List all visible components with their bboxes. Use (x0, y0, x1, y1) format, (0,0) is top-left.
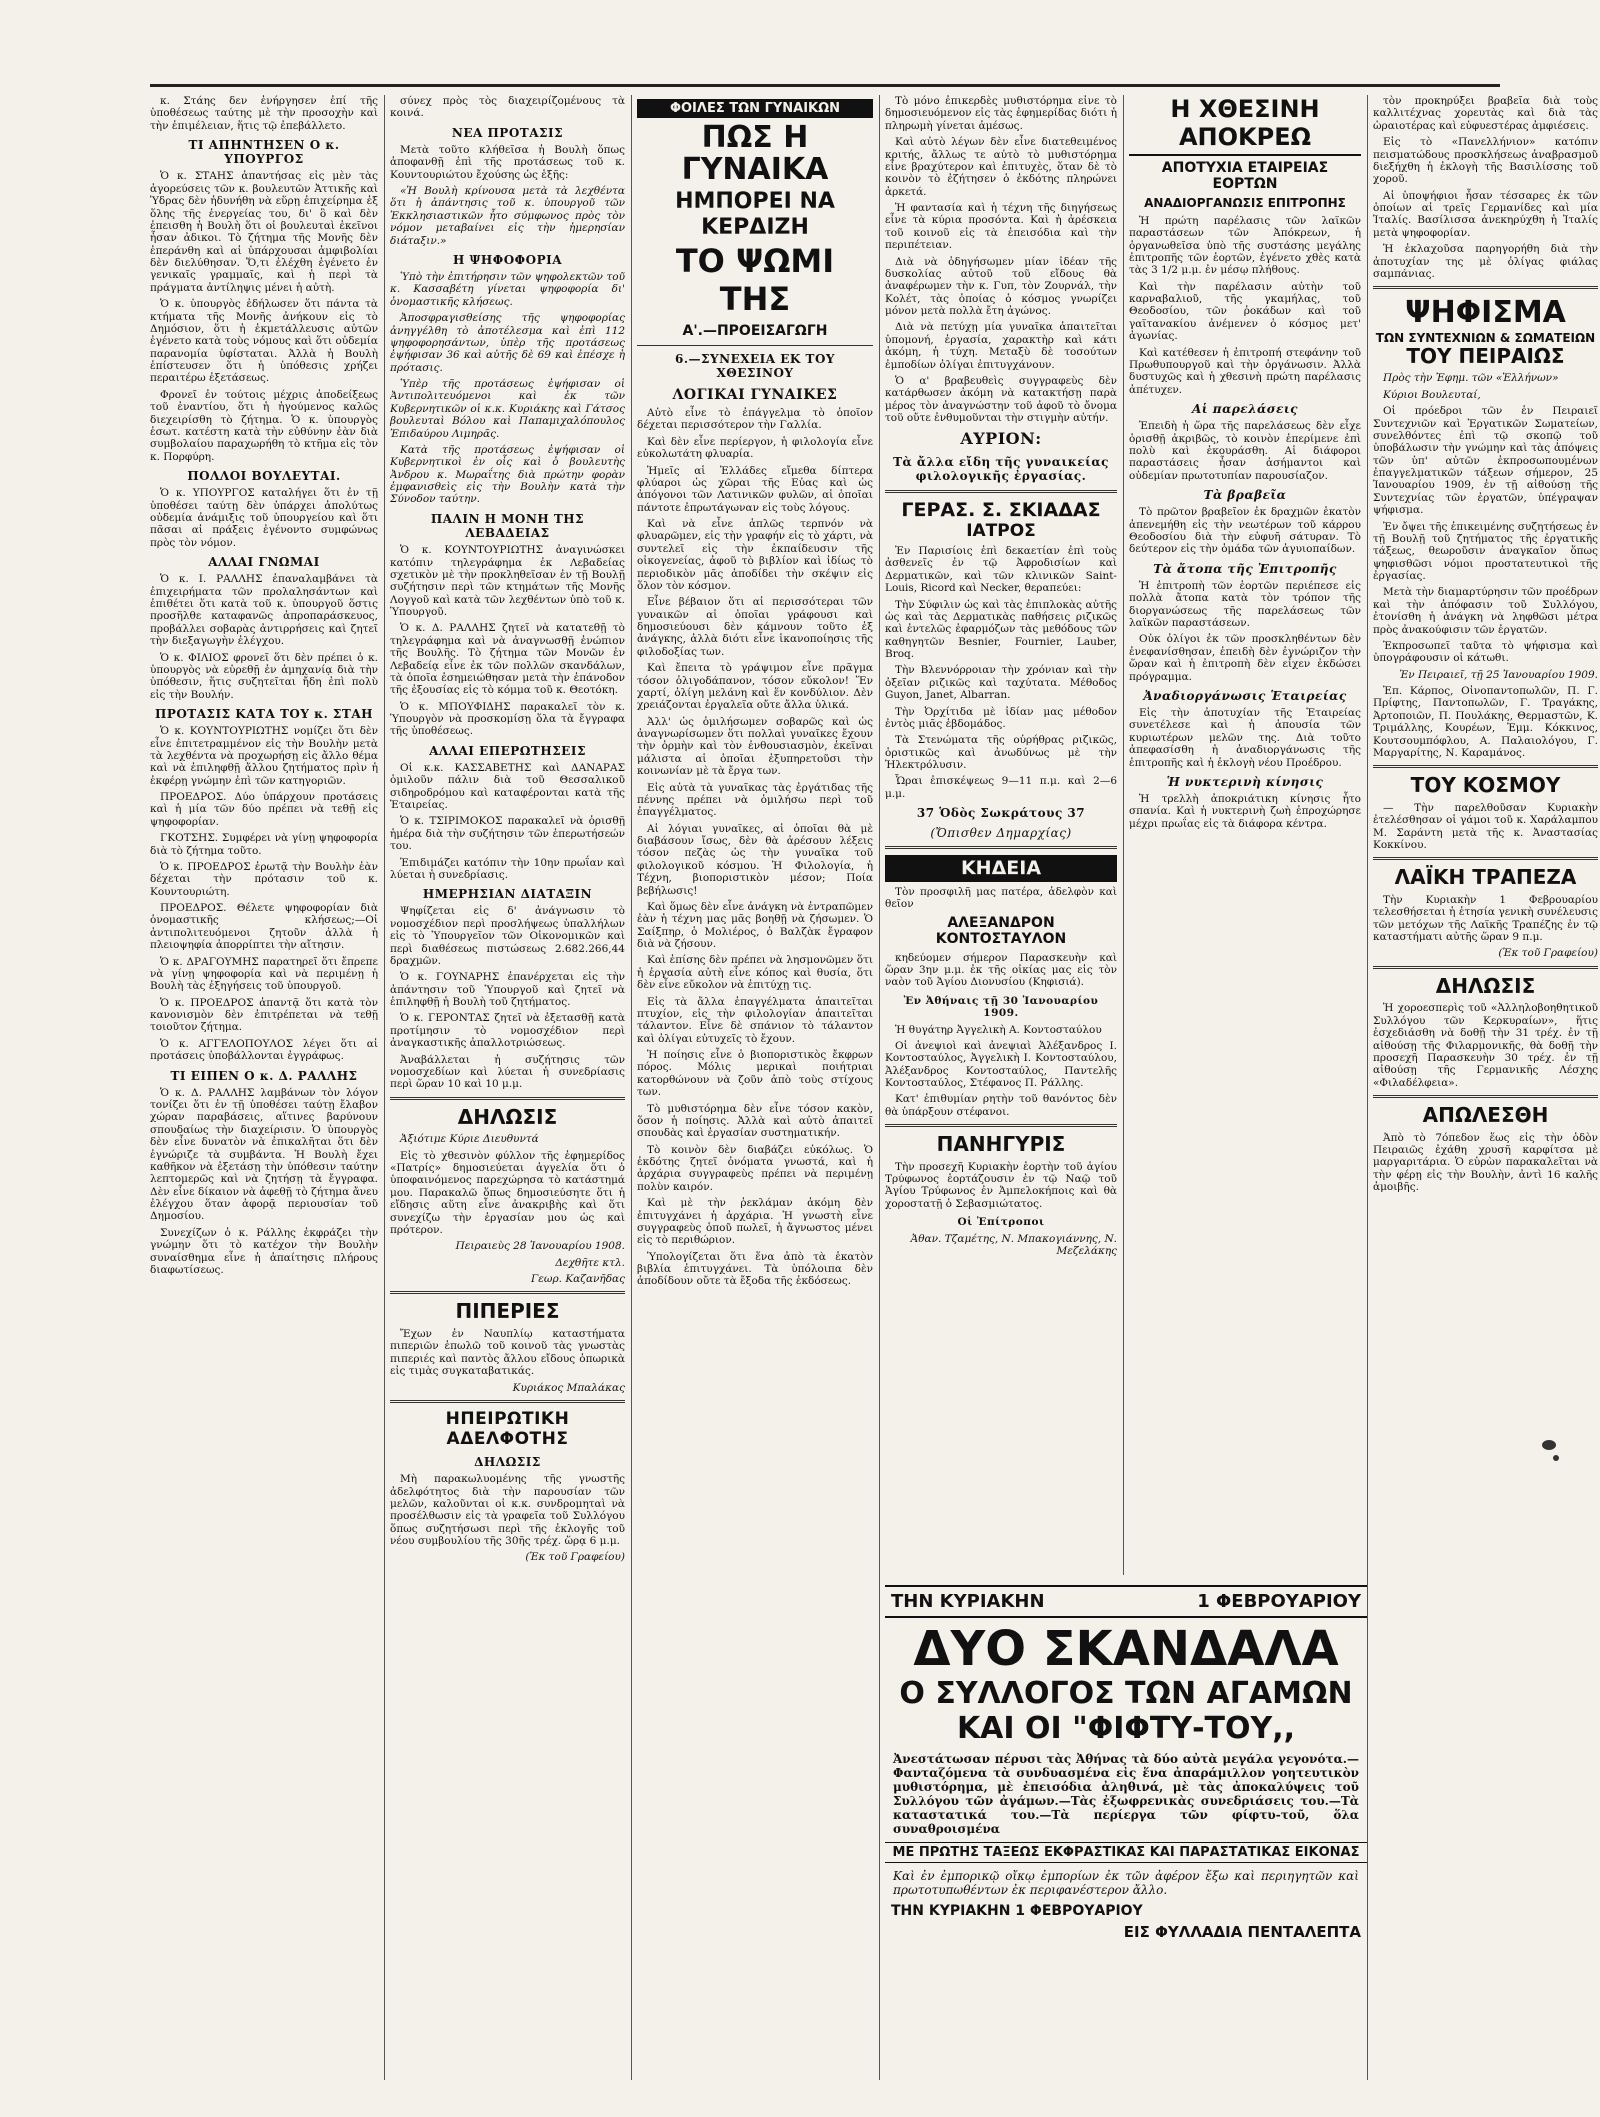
resolution-subtitle: ΤΩΝ ΣΥΝΤΕΧΝΙΩΝ & ΣΩΜΑΤΕΙΩΝ (1375, 330, 1596, 345)
ad-banner (885, 1585, 1367, 1618)
signature: (Ἐκ τοῦ Γραφείου) (525, 1551, 625, 1564)
paragraph: Εἶνε βέβαιον ὅτι αἱ περισσότεραι τῶν γυναικῶν αἱ ὁποῖαι γράφουσι καὶ δημοσιεύουσι δὲν κάμνουν τοῦτο ἐξ ἀνάγκης, ἀλλὰ διότι εἶνε ἱκανοποίησις τῆς φιλοδοξίας των. (637, 596, 873, 658)
resolution-title: ΨΗΦΙΣΜΑ (1405, 295, 1566, 331)
ad-name: ΓΕΡΑΣ. Σ. ΣΚΙΑΔΑΣ (901, 498, 1101, 521)
section-heading: ΤΙ ΑΠΗΝΤΗΣΕΝ Ο κ. ΥΠΟΥΡΓΟΣ (188, 138, 340, 167)
paragraph: Ὁ κ. ΦΙΛΙΟΣ φρονεῖ ὅτι δὲν πρέπει ὁ κ. ὑπουργὸς νὰ εὑρεθῇ ἐν ἀμηχανίᾳ διὰ τὴν ὑπόθεσιν, ἥτις συζητεῖται ἤδη ἐπὶ πολὺ εἰς τὴν Βουλήν. (150, 651, 378, 701)
ad-banner-right: 1 ΦΕΒΡΟΥΑΡΙΟΥ (1197, 1591, 1361, 1612)
paragraph: Καὶ τὴν παρέλασιν αὐτὴν τοῦ καρναβαλιοῦ, τῆς γκαμήλας, τοῦ Θεοδοσίου, τῶν ῥοκάδων καὶ τοῦ γαϊτανακίου ἀνέμενεν ὁ κόσμος μετ' ἀγωνίας. (1129, 280, 1361, 343)
section-heading: Ἀναδιοργάνωσις Ἑταιρείας (1143, 688, 1347, 703)
deceased-name: ΑΛΕΞΑΝΔΡΟΝ ΚΟΝΤΟΣΤΑΥΛΟΝ (935, 914, 1067, 948)
funeral-heading: ΚΗΔΕΙΑ (885, 855, 1117, 881)
divider (390, 1400, 625, 1403)
salutation: Κύριοι Βουλευταί, (1383, 388, 1481, 401)
divider (885, 490, 1117, 493)
divider (390, 1291, 625, 1294)
paragraph: Ἔχων ἐν Ναυπλίῳ καταστήματα πιπεριῶν ἐπωλῶ τοῦ κοινοῦ τὰς γνωστὰς πιπεριές καὶ παντὸς ἄλλου εἴδους ὀπωρικὰ εἰς τιμὰς συγκαταβατικάς. (390, 1328, 625, 1378)
paragraph: Κατ' ἐπιθυμίαν ρητὴν τοῦ θανόντος δὲν θὰ ὑπάρξουν στέφανοι. (885, 1093, 1117, 1118)
paragraph: Καὶ δὲν εἶνε περίεργον, ἡ φιλολογία εἶνε εὐκολωτάτη φλυαρία. (637, 435, 873, 461)
paragraph: Ὁ κ. ΓΟΥΝΑΡΗΣ ἐπανέρχεται εἰς τὴν ἀπάντησιν τοῦ Ὑπουργοῦ καὶ ζητεῖ νὰ ἐπιληφθῇ ἡ Βουλὴ τοῦ ζητήματος. (390, 971, 625, 1009)
paragraph: Καὶ ὅμως δὲν εἶνε ἀνάγκη νὰ ἐντραπῶμεν ἐὰν ἡ τέχνη μας μᾶς βοηθῇ νὰ ζήσωμεν. Ὁ Σαίξπηρ, ὁ Μολιέρος, ὁ Βαλζὰκ ἔγραφον διὰ νὰ ζήσουν. (637, 900, 873, 951)
divider (1373, 765, 1598, 768)
paragraph: Διὰ νὰ πετύχῃ μία γυναῖκα ἀπαιτεῖται ὑπομονή, ἐργασία, χαρακτὴρ καὶ κάτι ἀκόμη, ἡ τύχη. Μεταξὺ δὲ τοσούτων ἐμποδίων ὀλίγαι ἐπιτυγχάνουν. (885, 321, 1117, 371)
column-4 (885, 95, 1117, 1575)
article-title: ΠΩΣ Η ΓΥΝΑΙΚΑ (681, 120, 829, 187)
ad-body-2: Καὶ ἐν ἐμπορικῷ οἴκῳ ἐμπορίων ἐκ τῶν ἀφέρον ἔξω καὶ περιηγητῶν καὶ πρωτοτυπωθέντων ἐκ περιφανέστερον ἄλλο. (893, 1869, 1359, 1898)
signature: Κυριάκος Μπαλάκας (512, 1381, 625, 1394)
paragraph: «Ἡ Βουλὴ κρίνουσα μετὰ τὰ λεχθέντα ὅτι ἡ ἀπάντησις τοῦ κ. ὑπουργοῦ τῶν Ἐκκλησιαστικῶν ἦτο σύμφωνος πρὸς τὸν νόμον μεταβαίνει εἰς τὴν ἡμερησίαν διάταξιν.» (390, 185, 625, 247)
paragraph: Ψηφίζεται εἰς δ' ἀνάγνωσιν τὸ νομοσχέδιον περὶ προσλήψεως ὑπαλλήλων εἰς τὸ Ὑπουργεῖον τῶν Οἰκονομικῶν καὶ περὶ διαθέσεως πιστώσεως 2.682.266,44 δραχμῶν. (390, 905, 625, 967)
column-divider (879, 95, 880, 2080)
ad-profession: ΙΑΤΡΟΣ (966, 520, 1036, 541)
paragraph: Τὰ Στενώματα τῆς οὐρήθρας ριζικῶς, ὁριστικῶς καὶ ἀνωδύνως μὲ τὴν Ἠλεκτρόλυσιν. (885, 734, 1117, 772)
paragraph: Ὧραι ἐπισκέψεως 9—11 π.μ. καὶ 2—6 μ.μ. (885, 775, 1117, 800)
paragraph: σύνεχ πρὸς τὸς διαχειρίζομένους τὰ κοινά. (390, 95, 625, 120)
paragraph: Ἀποσφραγισθείσης τῆς ψηφοφορίας ἀνηγγέλθη τὸ ἀποτέλεσμα καὶ ἐπὶ 112 ψηφοφορησάντων, ὑπὲρ τῆς προτάσεως ἐψήφισαν 36 καὶ αὐτῆς δὲ 69 καὶ ἐπέσχε ἡ πρότασις. (390, 312, 625, 374)
paragraph: Ὁ κ. ΣΤΑΗΣ ἀπαντήσας εἰς μὲν τὰς ἀγορεύσεις τῶν κ. βουλευτῶν Ἀττικῆς καὶ Ὑδρας δὲν ἠδυνήθη νὰ εὕρῃ ἐπιχείρημα ἐξ ὅλης τῆς ἐνεργείας του, δι' ὃ καὶ δὲν ἐπεισθη ἡ Βουλὴ ὅτι οἱ βουλευταὶ ἐκεῖνοι ἦσαν ἀδικοι. Τὸ ζήτημα τῆς Μονῆς δὲν ἐπεράνθη καὶ αἱ ὑπάρχουσαι ἀμφιβολίαι δὲν διελύθησαν. Ὅ,τι ἐλέχθη ἐγένετο ἐν γενικαῖς γραμμαῖς, καὶ ἡ περὶ τὰ πράγματα ἀντίληψις μένει ἡ αὐτὴ. (150, 170, 378, 294)
paragraph: Ὁ κ. ΤΣΙΡΙΜΟΚΟΣ παρακαλεῖ νὰ ὁρισθῇ ἡμέρα διὰ τὴν συζήτησιν τῶν ἐπερωτήσεών του. (390, 815, 625, 853)
paragraph: Εἰς τὸ «Πανελλήνιον» κατόπιν πεισματώδους προσκλήσεως ἀναβρασμοῦ διεξήχθη ἡ ἐκλογὴ τῆς Βασιλίσσης τοῦ χοροῦ. (1373, 136, 1598, 186)
ad-title: ΔΥΟ ΣΚΑΝΔΑΛΑ (913, 1621, 1339, 1677)
article-subtitle-2: ΑΝΑΔΙΟΡΓΑΝΩΣΙΣ ΕΠΙΤΡΟΠΗΣ (1144, 195, 1346, 210)
paragraph: Ὁ κ. Ι. ΡΑΛΛΗΣ ἐπαναλαμβάνει τὰ ἐπιχειρήματα τῶν προλαλησάντων καὶ ἐπιθέτει ὅτι κατὰ τοῦ κ. ὑπουργοῦ ὅστις προσῆλθε καταφανῶς ἀπροπαράσκευος, προβάλλει σοβαρὰς ἀντιρρήσεις καὶ ζητεῖ τὴν διεξαγωγὴν ἐλέγχου. (150, 573, 378, 648)
paragraph: Αὐτὸ εἶνε τὸ ἐπάγγελμα τὸ ὁποῖον δέχεται περισσότερον τὴν Γαλλία. (637, 407, 873, 432)
paragraph: Ἐν Παρισίοις ἐπὶ δεκαετίαν ἐπὶ τοὺς ἀσθενεῖς ἐν τῷ Ἀφροδισίων καὶ Δερματικῶν, καὶ τῶν κλινικῶν Saint-Louis, Ricord καὶ Necker, θεραπεύει: (885, 545, 1117, 595)
paragraph: ΓΚΟΤΣΗΣ. Συμφέρει νὰ γίνῃ ψηφοφορία διὰ τὸ ζήτημα τοῦτο. (150, 832, 378, 857)
paragraph: Μετὰ τοῦτο κλήθεῖσα ἡ Βουλὴ ὅπως ἀποφανθῇ ἐπὶ τῆς προτάσεως τοῦ κ. Κουντουριώτου ἔχούσης ὡς ἑξῆς: (390, 143, 625, 181)
section-heading: ΑΛΛΑΙ ΓΝΩΜΑΙ (208, 555, 320, 570)
paragraph: Τὴν Σύφιλιν ὡς καὶ τὰς ἐπιπλοκὰς αὐτῆς ὡς καὶ τὰς Δερματικὰς παθήσεις ριζικῶς καὶ ἐντελῶς ἐφαρμόζων τὰς μεθόδους τῶν καθηγητῶν Besnier, Fournier, Lauber, Broq. (885, 598, 1117, 661)
paragraph: Καὶ ἐπίσης δὲν πρέπει νὰ λησμονῶμεν ὅτι ἡ ἐργασία αὐτὴ εἶνε κόπος καὶ θυσία, ὅτι δὲν εἶνε εὔκολον νὰ ἐπιτύχῃ τις. (637, 954, 873, 992)
paragraph: Τὴν προσεχῆ Κυριακὴν ἑορτὴν τοῦ ἁγίου Τρύφωνος ἑορτάζουσιν ἐν τῷ Ναῷ τοῦ Ἁγίου Τρύφωνος ἐν Ἀμπελοκήποις καὶ θὰ χοροστατῇ ὁ Σεβασμιώτατος. (885, 1160, 1117, 1210)
paragraph: Ὁ κ. Δ. ΡΑΛΛΗΣ ζητεῖ νὰ κατατεθῇ τὸ τηλεγράφημα καὶ νὰ ἀναγνωσθῇ ἐνώπιον τῆς Βουλῆς. Τὸ ζήτημα τῶν Μονῶν ἐν Λεβαδείᾳ εἶνε ἐκ τῶν πολλῶν σκανδάλων, τὰ ὁποῖα ἐσημειώθησαν μετὰ τὴν ἐπάνοδον τῆς ἐξουσίας εἰς τὸ κόμμα τοῦ κ. Θεοτόκη. (390, 622, 625, 697)
section-heading: ΠΟΛΛΟΙ ΒΟΥΛΕΥΤΑΙ. (187, 469, 341, 484)
ad-footer-price: ΕΙΣ ΦΥΛΛΑΔΙΑ ΠΕΝΤΑΛΕΠΤΑ (1123, 1923, 1361, 1942)
divider (1373, 1095, 1598, 1098)
paragraph: Ὁ κ. ὑπουργὸς ἐδήλωσεν ὅτι πάντα τὰ κτήματα τῆς Μονῆς ἀνήκουν εἰς τὸ Δημόσιον, ὅτι ἡ ἐκμετάλλευσις αὐτῶν ἐγένετο κατὰ τοὺς νόμους καὶ ὅτι οὐδεμία παρανομία ὑφίσταται. Ἀλλὰ ἡ Βουλὴ ἐπίστευσεν ὅτι ἡ ὑπόθεσις χρήζει περαιτέρω ἐξετάσεως. (150, 298, 378, 385)
notice-heading: ΑΠΩΛΕΣΘΗ (1422, 1103, 1549, 1128)
paragraph: Οὐκ ὀλίγοι ἐκ τῶν προσκληθέντων δὲν ἐνεφανίσθησαν, ἐπειδὴ δὲν ἐγνώριζον τὴν ὥραν καὶ ἡ ἐπιτροπὴ δὲν εἶχεν ἐκδώσει πρόγραμμα. (1129, 633, 1361, 683)
paragraph: Ὁ κ. ΥΠΟΥΡΓΟΣ καταλήγει ὅτι ἐν τῇ ὑποθέσει ταύτῃ δὲν ὑπάρχει ἀπολύτως οὐδεμία ἀνάμιξις τοῦ ὑπουργείου καὶ ὅτι πᾶσαι αἱ πράξεις ἐγένοντο συμφώνως πρὸς τὸν νόμον. (150, 487, 378, 549)
paragraph: Ἡ φαντασία καὶ ἡ τέχνη τῆς διηγήσεως εἶνε τὰ κύρια προσόντα. Καὶ ἡ ἀρέσκεια τοῦ κοινοῦ εἰς τὰ ἐπεισόδια καὶ τὴν περιπέτειαν. (885, 202, 1117, 252)
paragraph: Εἰς τὴν ἀποτυχίαν τῆς Ἑταιρείας συνετέλεσε καὶ ἡ ἀπουσία τῶν κυριωτέρων μελῶν της. Διὰ τοῦτο ἀπεφασίσθη ἡ ἀναδιοργάνωσις τῆς ἐπιτροπῆς καὶ ἡ ἐκλογὴ νέου Προέδρου. (1129, 707, 1361, 769)
paragraph: Ἡ τρελλὴ ἀποκριάτικη κίνησις ἦτο σπανία. Καὶ ἡ νυκτερινὴ ζωὴ ἐπροχώρησε μέχρι πρωΐας εἰς τὰ διάφορα κέντρα. (1129, 793, 1361, 830)
ad-banner-left: ΤΗΝ ΚΥΡΙΑΚΗΝ (891, 1591, 1045, 1612)
ad-footer (891, 1903, 1361, 1919)
column-divider (1123, 95, 1124, 1575)
paragraph: Ὁ κ. ΚΟΥΝΤΟΥΡΙΩΤΗΣ ἀναγινώσκει κατόπιν τηλεγράφημα ἐκ Λεβαδείας σχετικὸν μὲ τὴν προκληθεῖσαν ἐν τῇ Βουλῇ συζήτησιν περὶ τῶν κτημάτων τῆς Μονῆς Λογγοῦ καὶ κατὰ τῶν λεχθέντων ὑπὸ τοῦ κ. Ὑπουργοῦ. (390, 544, 625, 618)
section-heading: ΤΟΥ ΚΟΣΜΟΥ (1410, 773, 1561, 798)
column-3 (637, 95, 873, 2080)
notice-heading: ΗΠΕΙΡΩΤΙΚΗ ΑΔΕΛΦΟΤΗΣ (445, 1408, 570, 1449)
ink-speck (1553, 1455, 1559, 1461)
paragraph: Ἐπειδὴ ἡ ὥρα τῆς παρελάσεως δὲν εἶχε ὁρισθῇ ἀκριβῶς, τὸ κοινὸν ἐπερίμενε ἐπὶ πολὺ καὶ ἐκουράσθη. Αἱ διάφοροι παραστάσεις ἦσαν ἀσήμαντοι καὶ οὐδεμίαν πρωτοτυπίαν παρουσίαζον. (1129, 420, 1361, 482)
date-line: Πειραιεὺς 28 Ἰανουαρίου 1908. (455, 1240, 625, 1253)
ad-illustrations-note: ΜΕ ΠΡΩΤΗΣ ΤΑΞΕΩΣ ΕΚΦΡΑΣΤΙΚΑΣ ΚΑΙ ΠΑΡΑΣΤΑΤΙΚΑΣ ΕΙΚΟΝΑΣ (885, 1842, 1367, 1863)
notice-heading: ΠΑΝΗΓΥΡΙΣ (936, 1132, 1066, 1157)
article-subtitle: ΑΠΟΤΥΧΙΑ ΕΤΑΙΡΕΙΑΣ ΕΟΡΤΩΝ (1161, 159, 1329, 193)
notice-heading: ΔΗΛΩΣΙΣ (1435, 973, 1536, 998)
paragraph: Ὁ κ. ΜΠΟΥΦΙΔΗΣ παρακαλεῖ τὸν κ. Ὑπουργὸν νὰ προσκομίσῃ ὅλα τὰ ἔγγραφα τῆς ὑποθέσεως. (390, 700, 625, 738)
column-6 (1373, 95, 1598, 2080)
paragraph: Καὶ μὲ τὴν ῥεκλάμαν ἀκόμη δὲν ἐπιτυγχάνει ἡ ἀρχάρια. Ἡ γνωστὴ εἶνε συγγραφεὺς ὁποῦ πωλεῖ, ἡ ἄγνωστος μένει εἰς τὸ περιθώριον. (637, 1197, 873, 1247)
ad-subtitle: Ο ΣΥΛΛΟΓΟΣ ΤΩΝ ΑΓΑΜΩΝ (899, 1676, 1353, 1712)
signature: (Ἐκ τοῦ Γραφείου) (1498, 947, 1598, 960)
paragraph: Ὁ κ. ΠΡΟΕΔΡΟΣ ἀπαντᾷ ὅτι κατὰ τὸν κανονισμὸν δὲν ἐπιτρέπεται νὰ τεθῇ τοιοῦτον ζήτημα. (150, 996, 378, 1034)
divider (885, 846, 1117, 849)
article-subtitle: Α'.—ΠΡΟΕΙΣΑΓΩΓΗ (682, 322, 828, 339)
paragraph: Ἡ θυγάτηρ Ἀγγελικὴ Α. Κοντοσταύλου (895, 1023, 1102, 1036)
paragraph: Ὁ κ. ΚΟΥΝΤΟΥΡΙΩΤΗΣ νομίζει ὅτι δὲν εἶνε ἐπιτετραμμένον εἰς τὴν Βουλὴν μετὰ τὰ λεχθέντα νὰ προχωρήσῃ εἰς ἄλλο θέμα καὶ νὰ ἐπιληφθῇ ἄλλου ζητήματος πρὶν ἡ ἐκφέρῃ γνώμην ἐπὶ τῶν κατηγοριῶν. (150, 725, 378, 787)
serial-advertisement (885, 1585, 1367, 1941)
ink-speck (1542, 1440, 1556, 1450)
paragraph: Τὸ μόνο ἐπικερδὲς μυθιστόρημα εἶνε τὸ δημοσιευόμενον εἰς τὰς ἐφημερίδας διότι ἡ πληρωμὴ γίνεται ἀμέσως. (885, 95, 1117, 132)
paragraph: Τὴν Ὀρχίτιδα μὲ ἰδίαν μας μέθοδον ἐντὸς μιᾶς ἑβδομάδος. (885, 705, 1117, 730)
section-heading: ΗΜΕΡΗΣΙΑΝ ΔΙΑΤΑΞΙΝ (422, 887, 593, 902)
article-title-line2: ΗΜΠΟΡΕΙ ΝΑ ΚΕΡΔΙΖΗ (675, 189, 835, 241)
paragraph: Ἀλλ' ὡς ὁμιλήσωμεν σοβαρῶς καὶ ὡς ἀναγνωρίσωμεν ὅτι πολλαὶ γυναῖκες ἔχουν τὴν ὁρμὴν καὶ τὸν ἐνθουσιασμὸν, ἐκεῖναι μάλιστα αἱ ὁποῖαι ἐξυπηρετοῦσι τὴν κοινωνίαν μὲ τὰ ἔργα των. (637, 715, 873, 778)
divider (1373, 966, 1598, 969)
paragraph: Ὁ κ. ΔΡΑΓΟΥΜΗΣ παρατηρεῖ ὅτι ἔπρεπε νὰ γίνῃ ψηφοφορία καὶ νὰ περιμένῃ ἡ Βουλὴ τὰς ἐξηγήσεις τοῦ ὑπουργοῦ. (150, 955, 378, 993)
paragraph: Ἀπὸ τὸ 7όπεδον ἕως εἰς τὴν ὁδὸν Πειραιῶς ἐχάθη χρυσῆ καρφίτσα μὲ μαργαριτάρια. Ὁ εὑρὼν παρακαλεῖται νὰ τὴν φέρῃ εἰς τὴν Βουλὴν, ἀντὶ 16 καλῆς ἀμοιβῆς. (1373, 1131, 1598, 1194)
signature: Γεωρ. Καζανῆδας (530, 1273, 625, 1286)
paragraph: Ἐν ὄψει τῆς ἐπικειμένης συζητήσεως ἐν τῇ Βουλῇ τοῦ ζητήματος τῆς ἐργατικῆς τάξεως, θεωροῦσιν ἀναγκαῖον ὅπως ψηφισθῶσι νόμοι προστατευτικοὶ τῆς ἐργασίας. (1373, 520, 1598, 583)
paragraph: Ἡμεῖς αἱ Ἑλλάδες εἴμεθα δίπτερα φλύαροι ὡς χῶραι τῆς Εὐας καὶ ὡς ἀπόγονοι τῶν Λατινικῶν φυλῶν, αἱ ὁποῖαι πάντοτε ἐπρωτάγωναν εἰς τοὺς λόγους. (637, 464, 873, 514)
paragraph: Τὸ πρῶτον βραβεῖον ἐκ δραχμῶν ἑκατὸν ἀπενεμήθη εἰς τὴν νεωτέρων τοῦ κάρρου Θεοδοσίου διὰ τὴν εὐφυῆ σάτυραν. Τὸ δεύτερον εἰς τὴν ὁμάδα τῶν ἀγυιοπαίδων. (1129, 506, 1361, 556)
paragraph: Ἡ ἐκλαχοῦσα παρηγορήθη διὰ τὴν ἀποτυχίαν της μὲ ὀλίγας φιάλας σαμπάνιας. (1373, 243, 1598, 280)
paragraph: Εἰς αὐτὰ τὰ γυναῖκας τὰς ἐργάτιδας τῆς πέννης πρέπει νὰ ὁμιλήσω περὶ τοῦ ἐπαγγέλματος. (637, 781, 873, 819)
paragraph: τὸν προκηρύξει βραβεῖα διὰ τοὺς καλλιτέχνας χορευτὰς καὶ διὰ τὰς ὡραιοτέρας καὶ εὐφυεστέρας ἀμφιέσεις. (1373, 95, 1598, 132)
section-heading: ΑΥΡΙΟΝ: (960, 429, 1042, 449)
paragraph: Αἱ ὑποψήφιοι ἦσαν τέσσαρες ἐκ τῶν ὁποίων αἱ τρεῖς Γερμανίδες καὶ μία Ἰταλίς. Βασίλισσα ἀνεκηρύχθη ἡ Ἰταλίς μετὰ ψηφοφορίαν. (1373, 189, 1598, 239)
article-title-line3: ΤΟ ΨΩΜΙ ΤΗΣ (675, 242, 835, 318)
paragraph: Φρονεῖ ἐν τούτοις μέχρις ἀποδείξεως τοῦ ἐναντίου, ὅτι ἡ ἡγούμενος καλῶς διεχειρίσθη τὸ ζήτημα. Ὁ κ. ὑπουργὸς ἐσωτ. κατέστη κατὰ τὴν εὐθύνην ἐὰν διὰ συμβολαίου παραχωρήθη τὸ κτῆμα εἰς τὸν κ. Πορφύρη. (150, 388, 378, 463)
paragraph: Τὸ κοινὸν δὲν διαβάζει εὐκόλως. Ὁ ἐκδότης ζητεῖ ὀνόματα γνωστά, καὶ ἡ ἀρχάρια συγγραφεὺς πρέπει νὰ περιμένῃ πολὺν καιρόν. (637, 1143, 873, 1193)
column-divider (1367, 95, 1368, 2080)
paragraph: Ὑπὸ τὴν ἐπιτήρησιν τῶν ψηφολεκτῶν τοῦ κ. Κασσαβέτη γίνεται ψηφοφορία δι' ὀνομαστικῆς κλήσεως. (390, 271, 625, 308)
paragraph: Τὸν προσφιλῆ μας πατέρα, ἀδελφὸν καὶ θεῖον (885, 885, 1117, 911)
paragraph: Ὁ κ. Δ. ΡΑΛΛΗΣ λαμβάνων τὸν λόγον τονίζει ὅτι ἐν τῇ ὑποθέσει ταύτῃ ἔλαβον χώραν παραβάσεις, αἵτινες βαρύνουν σπουδαίως τὴν διαχείρισιν. Ὁ ὑπουργὸς δὲν εἶνε δυνατὸν νὰ ἐπικαλῆται ὅτι δὲν ἐγνώριζε τὰ συμβάντα. Ἡ Βουλὴ ἔχει καθῆκον νὰ ἐξετάσῃ τὴν ὑπόθεσιν ταύτην λεπτομερῶς καὶ νὰ ζητήσῃ τὰ ἔγγραφα. Δὲν εἶνε δίκαιον νὰ ἀφεθῇ τὸ ζήτημα ἄνευ ἐλέγχου ὅταν ἀφορᾷ περιουσίαν τοῦ Δημοσίου. (150, 1086, 378, 1223)
paragraph: Καὶ ἔπειτα τὸ γράψιμον εἶνε πρᾶγμα τόσον ὀλιγοδάπανον, τόσον εὔκολον! Ἕν χαρτί, ὀλίγη μελάνη καὶ ἕν κονδύλιον. Δὲν χρειάζονται ἐργαλεῖα οὔτε ἄλλα ὑλικά. (637, 662, 873, 712)
closing: Δεχθῆτε κτλ. (555, 1256, 625, 1269)
paragraph: Οἱ κ.κ. ΚΑΣΣΑΒΕΤΗΣ καὶ ΔΑΝΑΡΑΣ ὁμιλοῦν πάλιν διὰ τοῦ Θεσσαλικοῦ σιδηροδρόμου καὶ καταφέρονται κατὰ τῆς Ἑταιρείας. (390, 761, 625, 812)
paragraph: Ἡ ἐπιτροπὴ τῶν ἑορτῶν περιέπεσε εἰς πολλὰ ἄτοπα κατὰ τὸν τρόπον τῆς διοργανώσεως τῆς παρελάσεως τῶν λαϊκῶν παραστάσεων. (1129, 579, 1361, 630)
paragraph: Τὴν Κυριακὴν 1 Φεβρουαρίου τελεσθήσεται ἡ ἐτησία γενικὴ συνέλευσις τῶν μετόχων τῆς Λαϊκῆς Τραπέζης ἐν τῷ καταστήματι αὐτῆς ὥραν 9 π.μ. (1373, 893, 1598, 944)
paragraph: Κατὰ τῆς προτάσεως ἐψήφισαν οἱ Κυβερνητικοὶ ἐν οἷς καὶ ὁ βουλευτὴς Ἀνδρου κ. Μωραΐτης διὰ πρώτην φορὰν ἐμφανισθεὶς εἰς τὴν Βουλὴν κατὰ τὴν Σύνοδον ταύτην. (390, 443, 625, 506)
ad-body: Ἀνεστάτωσαν πέρυσι τὰς Ἀθήνας τὰ δύο αὐτὰ μεγάλα γεγονότα.—Φανταζόμενα τὰ συνδυασμένα εἰς ἕνα ἀπαράμιλλον γοητευτικὸν μυθιστόρημα, μὲ ἐπεισόδια ἀληθινά, μὲ τὰς ἀποκαλύψεις τοῦ Συλλόγου τῶν ἀγάμων.—Τὰς ἐξωφρενικὰς συνεδριάσεις του.—Τὰ καταστατικά του.—Τὰ περίεργα τῶν φίφτυ-τοῦ, ὅλα συναθροισμένα (893, 1752, 1359, 1837)
signatories: Ἐπ. Κάρπος, Οἰνοπαντοπωλῶν, Π. Γ. Πρίφτης, Παντοπωλῶν, Γ. Τραγάκης, Ἀρτοποιῶν, Π. Πουλάκης, Θερμαστῶν, Κ. Τριμάλλης, Κουρέων, Ἐμμ. Κόκκινος, Κουτσουμπόφλου, Α. Παλαιολόγου, Γ. Μαργαρίτης, Ν. Καραμάνος. (1373, 685, 1598, 759)
ad-heading: ΠΙΠΕΡΙΕΣ (455, 1299, 560, 1324)
divider (390, 1097, 625, 1100)
continuation-label: 6.—ΣΥΝΕΧΕΙΑ ΕΚ ΤΟΥ ΧΘΕΣΙΝΟΥ (675, 352, 835, 381)
resolution-subtitle-2: ΤΟΥ ΠΕΙΡΑΙΩΣ (1406, 343, 1565, 368)
section-heading: Τὰ βραβεῖα (1203, 488, 1287, 503)
column-2 (390, 95, 625, 2080)
section-heading: ΛΟΓΙΚΑΙ ΓΥΝΑΙΚΕΣ (672, 386, 838, 403)
section-heading: Ἡ νυκτερινὴ κίνησις (1166, 774, 1324, 789)
article-title: Η ΧΘΕΣΙΝΗ ΑΠΟΚΡΕΩ (1129, 95, 1361, 156)
paragraph: Ὁ κ. ΓΕΡΟΝΤΑΣ ζητεῖ νὰ ἐξετασθῇ κατὰ προτίμησιν τὸ νομοσχέδιον περὶ ἀναγκαστικῆς ἀπαλλοτριώσεως. (390, 1012, 625, 1050)
paragraph: Ὁ κ. ΑΓΓΕΛΟΠΟΥΛΟΣ λέγει ὅτι αἱ προτάσεις ὑποβάλλονται ἐγγράφως. (150, 1037, 378, 1063)
paragraph: κ. Στάης δεν ἐνήργησεν ἐπί τῆς ὑποθέσεως ταύτης μὲ τὴν προσοχὴν καὶ τὴν ἐπιμέλειαν, ἥτις τῷ ἐπεβάλλετο. (150, 95, 378, 132)
divider (1373, 857, 1598, 860)
paragraph: Αἱ λόγιαι γυναῖκες, αἱ ὁποῖαι θὰ μὲ διαβάσουν ἴσως, δὲν θὰ ἀρέσουν λέξεις τόσον πεζὰς ὡς τὴν γυναῖκα τοῦ φιλολογικοῦ κόσμου. Ἡ Φιλολογία, ἡ Τέχνη, βιοποριστικὸν μέσον; Ποία βεβήλωσις! (637, 822, 873, 897)
paragraph: Καὶ νὰ εἶνε ἁπλῶς τερπνόν νὰ φλυαρῶμεν, εἰς τὴν γραφήν εἰς τὸ χάρτι, νὰ συντελεῖ εἰς τὴν ἐκπαίδευσιν τῆς οἰκογενείας, ἀφοῦ τὸ βιβλίον καὶ ἰδίως τὸ περιοδικὸν μᾶς ἀποδίδει τὴν σκέψιν εἰς ὅλον τὸν κόσμον. (637, 518, 873, 592)
section-heading: ΤΙ ΕΙΠΕΝ Ο κ. Δ. ΡΑΛΛΗΣ (170, 1068, 358, 1083)
paragraph: Οἱ πρόεδροι τῶν ἐν Πειραιεῖ Συντεχνιῶν καὶ Ἐργατικῶν Σωματείων, συνελθόντες ἐπὶ τῷ σκοπῷ τοῦ ὑποβάλωσιν τὴν γνώμην καὶ τὰς ἀπόψεις τῶν ὑπ' αὐτῶν ἐκπροσωπουμένων ἐπαγγελματικῶν τάξεων σήμερον, 25 Ἰανουαρίου 1909, ἐν τῇ αἰθούσῃ τῆς Συντεχνίας τῶν ἐργατῶν, ὑπέγραψαν ψήφισμα. (1373, 405, 1598, 517)
signatories-label: Οἱ Ἐπίτροποι (957, 1216, 1045, 1229)
paragraph: Τὸ μυθιστόρημα δὲν εἶνε τόσον κακὸν, ὅσον ἡ ποίησις. Ἀλλὰ καὶ αὐτὸ ἀπαιτεῖ σπουδὰς καὶ ἐργασίαν συστηματικήν. (637, 1102, 873, 1140)
section-heading: ΝΕΑ ΠΡΟΤΑΣΙΣ (451, 125, 564, 140)
paragraph: Ἡ χοροεσπερὶς τοῦ «Ἀλληλοβοηθητικοῦ Συλλόγου τῶν Κερκυραίων», ἥτις ἐσχεδιάσθη νὰ δοθῇ τὴν 31 τρέχ. ἐν τῇ αἰθούσῃ τῆς Φιλαρμονικῆς, θὰ δοθῇ τὴν προσεχῆ Παρασκευὴν 30 τρέχ. ἐν τῇ αἰθούσῃ τῆς Γερμανικῆς Λέσχης «Φιλαδέλφεια». (1373, 1002, 1598, 1089)
paragraph: Καὶ αὐτὸ λέγων δὲν εἶνε διατεθειμένος κριτής, ἄλλως τε αὐτὸ τὸ μυθιστόρημα εἶνε βραχύτερον καὶ ἐπιτυχὲς, ὅταν δὲ τὸ κοινὸν τὸ ἐζήτησεν ὁ ἐκδότης πληρώνει ἀρκετά. (885, 136, 1117, 198)
salutation: Ἀξιότιμε Κύριε Διευθυντά (400, 1133, 539, 1146)
ad-footer-date: ΤΗΝ ΚΥΡΙΑΚΗΝ 1 ΦΕΒΡΟΥΑΡΙΟΥ (891, 1903, 1143, 1920)
column-5 (1129, 95, 1361, 1575)
paragraph: Διὰ νὰ ὁδηγήσωμεν μίαν ἰδέαν τῆς δυσκολίας αὐτοῦ τοῦ εἴδους θὰ ἀναφέρωμεν τὴν κ. Γυπ, τὸν Ζουρνάλ, τὴν Κολέτ, τὰς ὁποίας ὁ κόσμος γνωρίζει μόνον μετὰ πολλὰ ἔτη ἀγώνος. (885, 255, 1117, 317)
paragraph: Ἀναβάλλεται ἡ συζήτησις τῶν νομοσχεδίων καὶ λύεται ἡ συνεδρίασις περὶ ὥραν 10 καὶ 10 μ.μ. (390, 1053, 625, 1091)
addressee: Πρὸς τὴν Ἐφημ. τῶν «Ἑλλήνων» (1383, 372, 1559, 385)
paragraph: ΠΡΟΕΔΡΟΣ. Θέλετε ψηφοφορίαν διὰ ὀνομαστικῆς κλήσεως;—Οἱ ἀντιπολιτευόμενοι ζητοῦν ἀλλὰ ἡ πλειοψηφία ἀπορρίπτει τὴν αἴτησιν. (150, 902, 378, 952)
notice-heading: ΔΗΛΩΣΙΣ (457, 1104, 558, 1129)
section-heading: ΠΑΛΙΝ Η ΜΟΝΗ ΤΗΣ ΛΕΒΑΔΕΙΑΣ (430, 511, 585, 540)
notice-subheading: ΔΗΛΩΣΙΣ (474, 1454, 541, 1469)
paragraph: Ἐκπροσωπεῖ ταῦτα τὸ ψήφισμα καὶ ὑπογράφουσιν οἱ κάτωθι. (1373, 639, 1598, 665)
paragraph: Ὁ α' βραβευθεὶς συγγραφεὺς δὲν κατάρθωσεν ἀκόμη νὰ κατακτήσῃ παρὰ μέρος τὸν ἀναγνώστην τοῦ ἀφοῦ τὸ ὄνομα τοῦ οὔτε ἐνθυμοῦνται τὴν στιγμὴν αὐτήν. (885, 374, 1117, 424)
section-heading: Αἱ παρελάσεις (1192, 402, 1298, 417)
paragraph: Συνεχίζων ὁ κ. Ράλλης ἐκφράζει τὴν γνώμην ὅτι τὸ κατέχον τὴν Βουλὴν συναίσθημα εἶνε ἡ ἀπαίτησις πλήρους διαφωτίσεως. (150, 1226, 378, 1276)
paragraph: Καὶ κατέθεσεν ἡ ἐπιτροπή στεφάνην τοῦ Πρωθυπουργοῦ καὶ τὴν ὀργάνωσιν. Ἀλλὰ δυστυχῶς καὶ ἡ χθεσινὴ πρώτη παρέλασις ἀπέτυχεν. (1129, 346, 1361, 396)
date-line: Ἐν Ἀθήναις τῇ 30 Ἰανουαρίου 1909. (903, 994, 1099, 1020)
section-heading: ΛΑΪΚΗ ΤΡΑΠΕΖΑ (1394, 865, 1577, 890)
paragraph: Ἡ πρώτη παρέλασις τῶν λαϊκῶν παραστάσεων τῶν Ἀπόκρεων, ἡ ὀργανωθεῖσα ὑπὸ τῆς συστάσης μεγάλης ἐπιτροπῆς τῶν ἑορτῶν, ἐγένετο χθὲς κατὰ τὰς 3 1/2 μ.μ. ἐν μέσῳ πλήθους. (1129, 214, 1361, 277)
series-banner: ΦΟΙΛΕΣ ΤΩΝ ΓΥΝΑΙΚΩΝ (637, 99, 873, 118)
paragraph: Οἱ ἀνεψιοὶ καὶ ἀνεψιαὶ Ἀλέξανδρος Ι. Κοντοσταύλος, Ἀγγελικὴ Ι. Κοντοσταύλου, Ἀλέξανδρος Κοντοσταύλος, Παντελῆς Κοντοσταύλος, Στέφανος Π. Ράλλης. (885, 1039, 1117, 1090)
section-heading: ΑΛΛΑΙ ΕΠΕΡΩΤΗΣΕΙΣ (429, 743, 586, 758)
paragraph: Ὑπὲρ τῆς προτάσεως ἐψήφισαν οἱ Ἀντιπολιτευόμενοι καὶ ἐκ τῶν Κυβερνητικῶν οἱ κ.κ. Κυριάκης καὶ Γάτσος βουλευταὶ Βόλου καὶ Παπαμιχαλόπουλος Ἐπιδαύρου Λιμηρᾶς. (390, 378, 625, 440)
column-divider (384, 95, 385, 2080)
divider (885, 1124, 1117, 1127)
section-heading: Τὰ ἄτοπα τῆς Ἐπιτροπῆς (1153, 561, 1337, 576)
address: 37 Ὁδὸς Σωκράτους 37 (916, 806, 1086, 821)
date-line: Ἐν Πειραιεῖ, τῇ 25 Ἰανουαρίου 1909. (1399, 668, 1598, 681)
paragraph: Μετὰ τὴν διαμαρτύρησιν τῶν προέδρων καὶ τὴν ἀπόφασιν τοῦ Συλλόγου, ἐτονίσθη ἡ ἀνάγκη νὰ ληφθῶσι μέτρα πρὸς ἀνακούφισιν τῶν ἐργατῶν. (1373, 586, 1598, 636)
paragraph: Ἡ ποίησις εἶνε ὁ βιοποριστικὸς ἔκφρων πόρος. Μόλις μερικαὶ ποιήτριαι κατορθώνουν νὰ ζοῦν ἀπὸ τοὺς στίχους των. (637, 1049, 873, 1099)
signatories: Ἀθαν. Τζαμέτης, Ν. Μπακογιάννης, Ν. Μεζελάκης (910, 1232, 1117, 1257)
paragraph: ΠΡΟΕΔΡΟΣ. Δύο ὑπάρχουν προτάσεις καὶ ἡ μία τῶν δύο πρέπει νὰ τεθῇ εἰς ψηφοφορίαν. (150, 791, 378, 828)
column-divider (631, 95, 632, 2080)
address-note: (Ὄπισθεν Δημαρχίας) (930, 826, 1072, 841)
section-heading: ΠΡΟΤΑΣΙΣ ΚΑΤΑ ΤΟΥ κ. ΣΤΑΗ (154, 707, 373, 721)
paragraph: Εἰς τὸ χθεσινὸν φύλλον τῆς ἐφημερίδος «Πατρίς» δημοσιεύεται ἀγγελία ὅτι ὁ ὑποφαινόμενος παρεχώρησα τὸ κατάστημά μου. Παρακαλῶ ὅπως δημοσιεύσητε ὅτι ἡ εἴδησις αὕτη εἶνε ἀνακριβὴς καὶ ὅτι συνεχίζω τὴν ἐργασίαν μου ὡς καὶ πρότερον. (390, 1149, 625, 1236)
paragraph: Μὴ παρακωλυομένης τῆς γνωστῆς ἀδελφότητος διὰ τὴν παρουσίαν τῶν μελῶν, καλοῦνται οἱ κ.κ. συνδρομηταὶ νὰ προσέλθωσιν εἰς τὰ γραφεῖα τοῦ Συλλόγου ὅπως συζητήσωσι περὶ τῆς ἐκλογῆς τοῦ νέου συμβουλίου τῆς 30ῆς τρέχ. ὥρᾳ 6 μ.μ. (390, 1473, 625, 1547)
section-subheading: Τὰ ἄλλα εἴδη τῆς γυναικείας φιλολογικῆς ἐργασίας. (893, 455, 1109, 484)
top-rule (150, 84, 1500, 87)
paragraph: Ὁ κ. ΠΡΟΕΔΡΟΣ ἐρωτᾷ τὴν Βουλὴν ἐὰν δέχεται τὴν πρότασιν τοῦ κ. Κουντουριώτη. (150, 860, 378, 898)
divider (637, 345, 873, 346)
paragraph: Τὴν Βλεννόρροιαν τὴν χρόνιαν καὶ τὴν ὀξεῖαν ριζικῶς καὶ ταχύτατα. Μέθοδος Guyon, Janet, Albarran. (885, 664, 1117, 702)
paragraph: — Τὴν παρελθοῦσαν Κυριακὴν ἐτελέσθησαν οἱ γάμοι τοῦ κ. Χαράλαμπου Μ. Σαράντη μετὰ τῆς κ. Ἀναστασίας Κοκκίνου. (1373, 801, 1598, 851)
paragraph: Ἐπιδιμάζει κατόπιν τὴν 10ην πρωΐαν καὶ λύεται ἡ συνεδρίασις. (390, 856, 625, 881)
column-1 (150, 95, 378, 2080)
divider (1373, 286, 1598, 289)
section-heading: Η ΨΗΦΟΦΟΡΙΑ (452, 252, 563, 267)
paragraph: Ὑπολογίζεται ὅτι ἕνα ἀπὸ τὰ ἑκατὸν βιβλία ἐπιτυγχάνει. Τὰ ὑπόλοιπα δὲν ἀποδίδουν οὔτε τὰ ἔξοδα τῆς ἐκδόσεως. (637, 1250, 873, 1288)
paragraph: Εἰς τὰ ἄλλα ἐπαγγέλματα ἀπαιτεῖται πτυχίον, εἰς τὴν φιλολογίαν ἀπαιτεῖται τάλαντον. Εἶνε δὲ σπάνιον τὸ τάλαντον καὶ ὀλίγαι εὐτυχεῖς τὸ ἔχουν. (637, 995, 873, 1045)
paragraph: κηδεύομεν σήμερον Παρασκευὴν καὶ ὥραν 3ην μ.μ. ἐκ τῆς οἰκίας μας εἰς τὸν ναὸν τοῦ Ἁγίου Διονυσίου (Κηφισιά). (885, 951, 1117, 989)
ad-subtitle-2: ΚΑΙ ΟΙ "ΦΙΦΤΥ-ΤΟΥ,, (956, 1711, 1296, 1747)
